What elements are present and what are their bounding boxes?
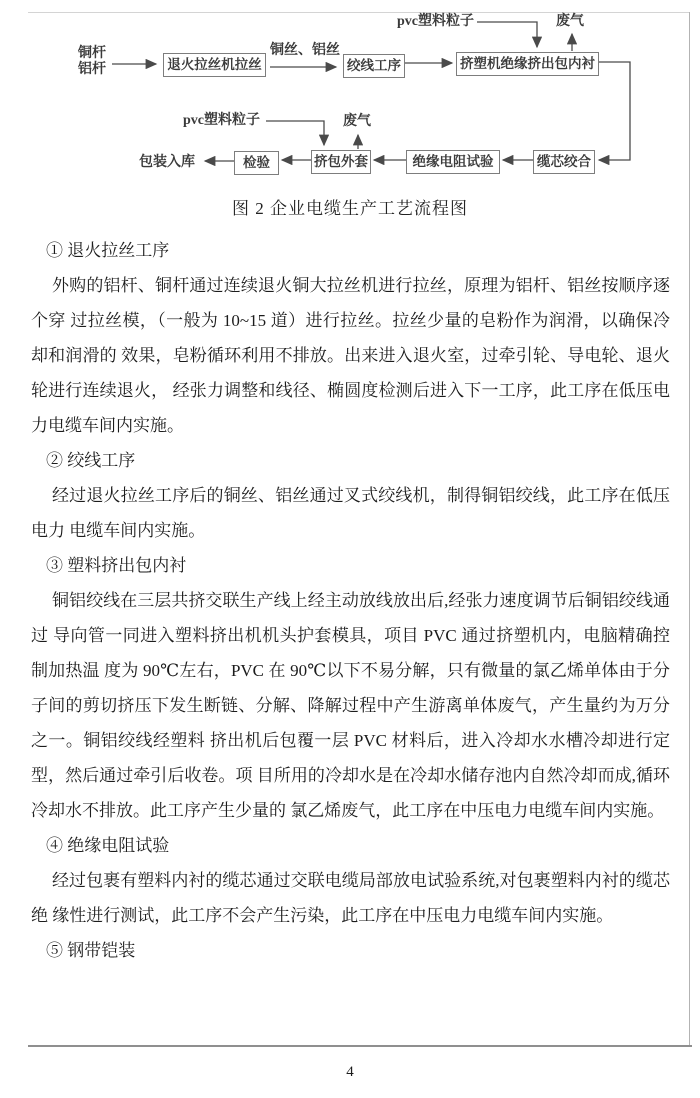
- page-number: 4: [346, 1064, 354, 1080]
- flow-label-pvc-pellets-top: pvc塑料粒子: [397, 14, 474, 29]
- section-body-plastic-extrusion: 铜铝绞线在三层共挤交联生产线上经主动放线放出后,经张力速度调节后铜铝绞线通过 导向管一同进入塑料挤出机机头护套模具，项目 PVC 通过挤塑机内，电脑精确控制加热温 度为 90℃左右，PVC 在 90℃以下不易分解，只有微量的氯乙烯单体由于分子间的剪切挤压下发生断链、分解、降解过程中产生游离单体废气，产生量约为万分之一。铜铝绞线经塑料 挤出机后包覆一层 PVC 材料后，进入冷却水水槽冷却进行定型，然后通过牵引后收卷。项 目所用的冷却水是在冷却水储存池内自然冷却而成,循环冷却水不排放。此工序产生少量的 氯乙烯废气，此工序在中压电力电缆车间内实施。: [31, 591, 670, 820]
- section-heading-resistance-test: ④ 绝缘电阻试验: [46, 836, 170, 855]
- section-body-stranding: 经过退火拉丝工序后的铜丝、铝丝通过叉式绞线机，制得铜铝绞线，此工序在低压电力 电缆车间内实施。: [31, 486, 670, 540]
- flow-box-annealing-drawing: 退火拉丝机拉丝: [163, 53, 266, 77]
- section-heading-steel-tape-armoring: ⑤ 钢带铠装: [46, 941, 136, 960]
- section-heading-plastic-extrusion: ③ 塑料挤出包内衬: [46, 556, 187, 575]
- flow-label-waste-gas-bottom: 废气: [343, 114, 371, 129]
- flow-box-stranding-process: 绞线工序: [343, 54, 405, 78]
- section-heading-annealing: ① 退火拉丝工序: [46, 241, 170, 260]
- flow-box-core-stranding: 缆芯绞合: [533, 150, 595, 174]
- flow-box-insulation-extrusion: 挤塑机绝缘挤出包内衬: [456, 52, 599, 76]
- section-heading-stranding: ② 绞线工序: [46, 451, 136, 470]
- flow-label-input-rods: [78, 46, 106, 78]
- section-body-annealing: 外购的铝杆、铜杆通过连续退火铜大拉丝机进行拉丝，原理为铝杆、铝丝按顺序逐个穿 过拉丝模，（一般为 10~15 道）进行拉丝。拉丝少量的皂粉作为润滑，以确保冷却和润滑的 效果，皂粉循环利用不排放。出来进入退火室，过牵引轮、导电轮、退火轮进行连续退火， 经张力调整和线径、椭圆度检测后进入下一工序，此工序在低压电力电缆车间内实施。: [31, 276, 670, 435]
- document-body: [31, 233, 670, 968]
- footer-rule: [28, 1045, 692, 1047]
- flow-label-wires: 铜丝、铝丝: [270, 43, 340, 58]
- flow-label-copper-rod: 铜杆: [78, 46, 106, 61]
- flow-box-insulation-resistance-test: 绝缘电阻试验: [406, 150, 500, 174]
- figure-caption: 图 2 企业电缆生产工艺流程图: [232, 199, 468, 218]
- flow-box-inspection: 检验: [234, 151, 279, 175]
- flow-label-aluminum-rod: 铝杆: [78, 62, 106, 77]
- flow-label-pvc-pellets-bottom: pvc塑料粒子: [183, 113, 260, 128]
- flow-box-outer-sheath-extrusion: 挤包外套: [311, 150, 371, 174]
- section-body-resistance-test: 经过包裹有塑料内衬的缆芯通过交联电缆局部放电试验系统,对包裹塑料内衬的缆芯绝 缘性进行测试，此工序不会产生污染，此工序在中压电力电缆车间内实施。: [31, 871, 670, 925]
- flow-label-waste-gas-top: 废气: [556, 14, 584, 29]
- flow-label-packing-warehouse: 包装入库: [139, 155, 195, 170]
